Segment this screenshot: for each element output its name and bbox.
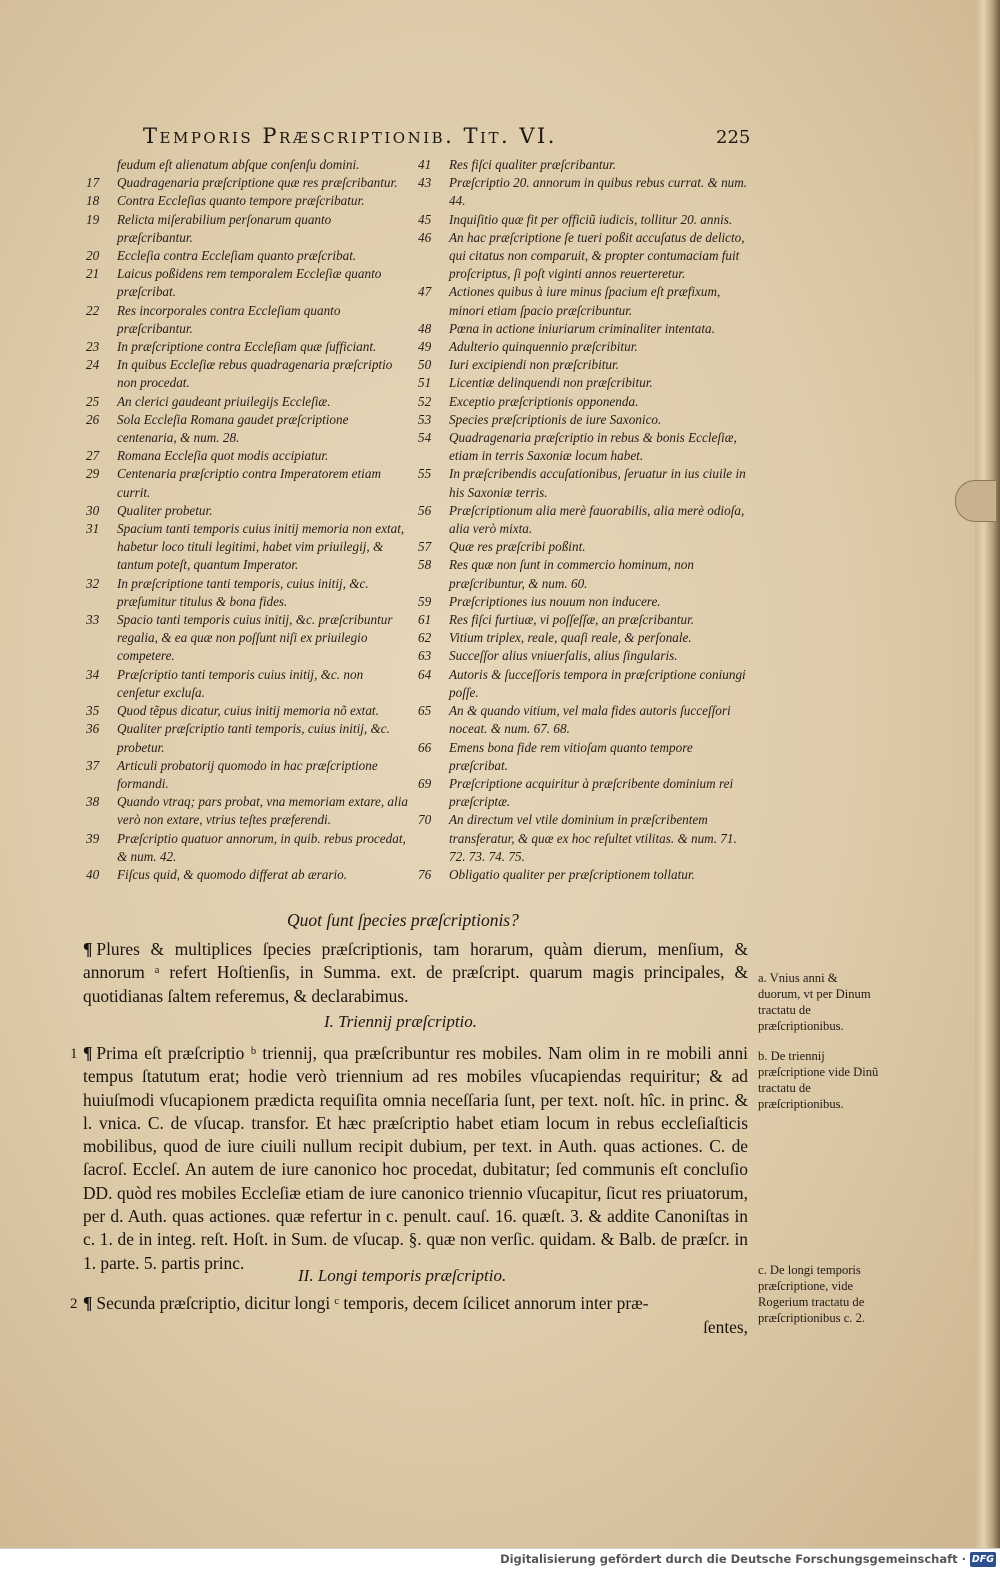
summary-item-text: Centenaria præſcriptio contra Imperatorem etiam currit. bbox=[117, 466, 381, 500]
summary-item bbox=[418, 393, 754, 411]
summary-item-number: 40 bbox=[86, 866, 100, 882]
summary-item-number: 43 bbox=[418, 175, 432, 191]
summary-item bbox=[418, 611, 754, 629]
summary-item-text: Res quæ non ſunt in commercio hominum, non præſcribuntur, & num. 60. bbox=[449, 557, 694, 591]
summary-item-number: 17 bbox=[86, 175, 100, 191]
summary-item-number: 38 bbox=[86, 794, 100, 810]
paragraph-longi-temporis-text: Secunda præſcriptio, dicitur longi ᶜ temporis, decem ſcilicet annorum inter præ- bbox=[96, 1293, 649, 1313]
summary-item-text: Præſcriptionum alia merè fauorabilis, alia merè odioſa, alia verò mixta. bbox=[449, 502, 745, 537]
summary-item-number: 41 bbox=[418, 157, 432, 172]
summary-item bbox=[86, 502, 408, 520]
summary-item bbox=[86, 302, 408, 338]
summary-item-text: In præſcriptione tanti temporis, cuius initij, &c. præſumitur titulus & bona fides. bbox=[117, 575, 369, 609]
summary-item-text: Romana Eccleſia quot modis accipiatur. bbox=[117, 448, 329, 464]
summary-item-text: Iuri excipiendi non præſcribitur. bbox=[449, 357, 619, 373]
book-fore-edge bbox=[975, 0, 1000, 1548]
summary-item-text: Vitium triplex, reale, quaſi reale, & perſonale. bbox=[449, 630, 692, 646]
summary-item-text: Succeſſor alius vniuerſalis, alius ſingularis. bbox=[449, 648, 678, 664]
summary-item-number: 22 bbox=[86, 302, 100, 318]
summary-item-number: 46 bbox=[418, 229, 432, 245]
pilcrow-mark: ¶ bbox=[83, 1043, 93, 1063]
paragraph-longi-temporis bbox=[83, 1292, 748, 1315]
summary-item bbox=[86, 338, 408, 356]
summary-item-number: 50 bbox=[418, 357, 432, 373]
summary-item-number: 53 bbox=[418, 411, 432, 427]
summary-item bbox=[86, 211, 408, 247]
summary-item-number: 76 bbox=[418, 866, 432, 882]
summary-item bbox=[418, 411, 754, 429]
summary-item-number: 29 bbox=[86, 466, 100, 482]
summary-item-text: Res incorporales contra Eccleſiam quanto præſcribantur. bbox=[117, 302, 341, 336]
summary-item-number: 48 bbox=[418, 320, 432, 336]
summary-item bbox=[418, 320, 754, 338]
book-clasp bbox=[955, 480, 997, 522]
paragraph-triennium bbox=[83, 1042, 748, 1275]
summary-item bbox=[418, 666, 754, 702]
running-header-title: Temporis Præscriptionib. Tit. VI. bbox=[143, 124, 557, 148]
summary-item-number: 20 bbox=[86, 248, 100, 264]
summary-item bbox=[418, 229, 754, 284]
summary-item bbox=[418, 775, 754, 811]
marginal-note-b: b. De triennij præſcriptione vide Dinũ tractatu de præſcriptionibus. bbox=[758, 1049, 879, 1111]
summary-item bbox=[86, 702, 408, 720]
summary-item-number: 61 bbox=[418, 612, 432, 628]
summary-item-text: Quod tẽpus dicatur, cuius initij memoria nõ extat. bbox=[117, 703, 379, 719]
summary-item bbox=[86, 265, 408, 301]
summary-item bbox=[86, 611, 408, 666]
summary-item-number: 55 bbox=[418, 466, 432, 482]
summary-item bbox=[418, 556, 754, 592]
summary-item-text: Contra Eccleſias quanto tempore præſcribatur. bbox=[117, 193, 365, 209]
summary-item-number: 57 bbox=[418, 539, 432, 555]
summary-item bbox=[86, 793, 408, 829]
summary-item bbox=[86, 356, 408, 392]
summary-item-text: An clerici gaudeant priuilegijs Eccleſiæ. bbox=[117, 393, 331, 409]
summary-item bbox=[86, 575, 408, 611]
summary-item-text: Articuli probatorij quomodo in hac præſcriptione formandi. bbox=[117, 757, 378, 791]
summary-item bbox=[418, 538, 754, 556]
summary-item-text: Adulterio quinquennio præſcribitur. bbox=[449, 339, 638, 355]
summary-item-number: 21 bbox=[86, 266, 100, 282]
dfg-logo-icon: DFG bbox=[971, 1554, 995, 1565]
pilcrow-mark: ¶ bbox=[83, 1293, 93, 1313]
summary-item-text: Quadragenaria præſcriptione quæ res præſcribantur. bbox=[117, 175, 398, 191]
summary-item-text: Præſcriptione acquiritur à præſcribente dominium rei præſcriptæ. bbox=[449, 775, 734, 810]
paragraph-intro-text: Plures & multiplices ſpecies præſcriptionis, tam horarum, quàm dierum, menſium, & annorum ᵃ refert Hoſtienſis, in Summa. ext. de præſcript. quarum magis principales, & quotidianas ſaltem referemus, & declarabimus. bbox=[83, 939, 748, 1006]
marginal-note-a: a. Vnius anni & duorum, vt per Dinum tractatu de præſcriptionibus. bbox=[758, 971, 871, 1033]
summary-item-text: Pœna in actione iniuriarum criminaliter intentata. bbox=[449, 320, 715, 336]
summary-item bbox=[418, 647, 754, 665]
summary-item-number: 24 bbox=[86, 357, 100, 373]
summary-item-number: 59 bbox=[418, 593, 432, 609]
summary-item-number: 27 bbox=[86, 448, 100, 464]
summary-item-number: 35 bbox=[86, 703, 100, 719]
catchword: ſentes, bbox=[703, 1317, 748, 1337]
summary-item-text: Inquiſitio quæ fit per officiũ iudicis, tollitur 20. annis. bbox=[449, 211, 733, 227]
summary-item-text: Spacio tanti temporis cuius initij, &c. præſcribuntur regalia, & ea quæ non poſſunt niſi ex priuilegio competere. bbox=[117, 612, 393, 664]
summary-item-number: 69 bbox=[418, 775, 432, 791]
summary-item bbox=[418, 429, 754, 465]
summary-item-number: 32 bbox=[86, 575, 100, 591]
summary-item bbox=[418, 211, 754, 229]
summary-item bbox=[418, 174, 754, 210]
section-heading-longi-temporis: II. Longi temporis præſcriptio. bbox=[298, 1266, 507, 1285]
summary-item-text: Exceptio præſcriptionis opponenda. bbox=[449, 393, 639, 409]
summary-item-number: 63 bbox=[418, 648, 432, 664]
summary-item bbox=[418, 593, 754, 611]
summary-item bbox=[418, 465, 754, 501]
summary-item bbox=[418, 374, 754, 392]
summary-item bbox=[86, 866, 408, 884]
summary-item-number: 54 bbox=[418, 430, 432, 446]
summary-item bbox=[418, 283, 754, 319]
summary-item-text: In præſcribendis accuſationibus, ſeruatur in ius ciuile in his Saxoniæ terris. bbox=[449, 466, 746, 500]
summary-item-number: 25 bbox=[86, 393, 100, 409]
footer-bar bbox=[0, 1548, 1000, 1571]
summary-item-text: Res fiſci furtiuæ, vi poſſeſſæ, an præſcribantur. bbox=[449, 612, 695, 628]
summary-item-number: 36 bbox=[86, 721, 100, 737]
summary-item-text: Obligatio qualiter per præſcriptionem tollatur. bbox=[449, 866, 695, 882]
summary-item bbox=[86, 411, 408, 447]
funding-credit: Digitalisierung gefördert durch die Deutsche Forschungsgemeinschaft · bbox=[500, 1552, 966, 1566]
page-number: 225 bbox=[716, 127, 751, 148]
summary-list-right bbox=[418, 156, 754, 884]
summary-item-text: Sola Eccleſia Romana gaudet præſcriptione centenaria, & num. 28. bbox=[117, 411, 349, 446]
summary-item-number: 70 bbox=[418, 812, 432, 828]
paragraph-triennium-text: Prima eſt præſcriptio ᵇ triennij, qua præſcribuntur res mobiles. Nam olim in re mobili anni tempus ſtatutum erat; hodie verò triennium ad res mobiles vſucapiendas requiritur; & ad huiuſmodi vſucapionem prædicta requiſita omnia neceſſaria ſunt, per text. noſt. hîc. in princ. & l. vnica. C. de vſucap. transfor. Et hæc præſcriptio habet etiam locum in rebus eccleſiaſticis mobilibus, quod de iure ciuili nullum recipit dubium, per text. in Auth. quas actiones. C. de ſacroſ. Eccleſ. An autem de iure canonico hoc procedat, dubitatur; ſed communis eſt concluſio DD. quòd res mobiles Eccleſiæ etiam de iure canonico triennio vſucapitur, ſicut res priuatorum, per d. Auth. quas actiones. quæ refertur in c. penult. cauſ. 16. quæſt. 3. & addite Canoniſtas in c. 1. de in integ. reſt. Hoſt. in Sum. de vſucap. §. quæ non verſic. quidam. & Balb. de præſcr. in 1. parte. 5. partis princ. bbox=[83, 1043, 748, 1273]
summary-item-number: 34 bbox=[86, 666, 100, 682]
summary-item bbox=[86, 666, 408, 702]
summary-item-number: 64 bbox=[418, 666, 432, 682]
summary-item bbox=[418, 156, 754, 174]
summary-item bbox=[418, 629, 754, 647]
summary-item-text: Eccleſia contra Eccleſiam quanto præſcribat. bbox=[117, 248, 357, 264]
summary-item-text: Præſcriptio 20. annorum in quibus rebus currat. & num. 44. bbox=[449, 175, 748, 209]
summary-item-text: Emens bona fide rem vitioſam quanto tempore præſcribat. bbox=[449, 739, 693, 773]
summary-item bbox=[86, 447, 408, 465]
summary-item-text: Quando vtraq; pars probat, vna memoriam extare, alia verò non extare, vtrius teſtes præferendi. bbox=[117, 794, 408, 828]
summary-item-text: Species præſcriptionis de iure Saxonico. bbox=[449, 411, 662, 427]
summary-item-text: Laicus poßidens rem temporalem Eccleſiæ quanto præſcribat. bbox=[117, 266, 382, 300]
summary-item bbox=[86, 156, 408, 174]
summary-item-number: 39 bbox=[86, 830, 100, 846]
summary-item-number: 18 bbox=[86, 193, 100, 209]
summary-item bbox=[86, 192, 408, 210]
summary-item-text: Fiſcus quid, & quomodo differat ab ærario. bbox=[117, 866, 348, 882]
margin-number-1: 1 bbox=[70, 1046, 78, 1062]
summary-item-number: 51 bbox=[418, 375, 432, 391]
summary-item-number: 45 bbox=[418, 211, 432, 227]
summary-item bbox=[418, 811, 754, 866]
pilcrow-mark: ¶ bbox=[83, 939, 93, 959]
summary-item-text: Actiones quibus à iure minus ſpacium eſt præfixum, minori etiam ſpacio præſcribuntur. bbox=[449, 284, 721, 318]
summary-item-text: In quibus Eccleſiæ rebus quadragenaria præſcriptio non procedat. bbox=[117, 357, 393, 391]
summary-item-text: Quæ res præſcribi poßint. bbox=[449, 539, 586, 555]
summary-item bbox=[86, 720, 408, 756]
summary-item-text: Licentiæ delinquendi non præſcribitur. bbox=[449, 375, 653, 391]
summary-item-number: 31 bbox=[86, 521, 100, 537]
summary-item-text: Autoris & ſucceſſoris tempora in præſcriptione coniungi poſſe. bbox=[449, 666, 746, 700]
summary-item bbox=[86, 830, 408, 866]
summary-item bbox=[418, 866, 754, 884]
summary-item-text: In præſcriptione contra Eccleſiam quæ ſufficiant. bbox=[117, 339, 377, 355]
summary-item-text: Relicta miſerabilium perſonarum quanto præſcribantur. bbox=[117, 211, 332, 245]
summary-item-number: 23 bbox=[86, 339, 100, 355]
summary-item bbox=[86, 247, 408, 265]
paragraph-intro bbox=[83, 938, 748, 1008]
summary-item-number: 30 bbox=[86, 502, 100, 518]
summary-item bbox=[418, 702, 754, 738]
summary-item bbox=[86, 520, 408, 575]
summary-item-number: 58 bbox=[418, 557, 432, 573]
question-heading: Quot ſunt ſpecies præſcriptionis? bbox=[287, 910, 519, 930]
summary-item bbox=[418, 739, 754, 775]
summary-item bbox=[418, 502, 754, 538]
summary-item-text: Qualiter probetur. bbox=[117, 502, 213, 518]
summary-item-number: 19 bbox=[86, 211, 100, 227]
summary-item-text: feudum eſt alienatum abſque conſenſu domini. bbox=[117, 157, 360, 172]
summary-item bbox=[86, 757, 408, 793]
summary-item-text: Spacium tanti temporis cuius initij memoria non extat, habetur loco tituli legitimi, habet vim priuilegij, & tantum poteſt, quantum Imperator. bbox=[117, 521, 405, 573]
summary-item bbox=[418, 338, 754, 356]
summary-item-number: 65 bbox=[418, 703, 432, 719]
summary-item-number: 62 bbox=[418, 630, 432, 646]
summary-item-text: Quadragenaria præſcriptio in rebus & bonis Eccleſiæ, etiam in terris Saxoniæ locum habet. bbox=[449, 430, 737, 464]
summary-item-number: 33 bbox=[86, 612, 100, 628]
summary-item-text: Præſcriptio quatuor annorum, in quib. rebus procedat, & num. 42. bbox=[117, 830, 406, 864]
summary-item-number: 56 bbox=[418, 502, 432, 518]
summary-item-text: An & quando vitium, vel mala fides autoris ſucceſſori noceat. & num. 67. 68. bbox=[449, 703, 731, 737]
summary-item-number: 66 bbox=[418, 739, 432, 755]
summary-item-number: 47 bbox=[418, 284, 432, 300]
margin-number-2: 2 bbox=[70, 1296, 78, 1312]
summary-item bbox=[86, 174, 408, 192]
summary-item-number: 26 bbox=[86, 411, 100, 427]
summary-item-text: Qualiter præſcriptio tanti temporis, cuius initij, &c. probetur. bbox=[117, 721, 390, 755]
summary-item-number: 52 bbox=[418, 393, 432, 409]
section-heading-triennium: I. Triennij præſcriptio. bbox=[324, 1012, 478, 1031]
summary-item-text: An directum vel vtile dominium in præſcribentem transferatur, & quæ ex hoc reſultet vtilitas. & num. 71. 72. 73. 74. 75. bbox=[449, 812, 737, 864]
summary-item bbox=[86, 393, 408, 411]
marginal-note-c: c. De longi temporis præſcriptione, vide Rogerium tractatu de præſcriptionibus c. 2. bbox=[758, 1263, 866, 1325]
summary-item bbox=[418, 356, 754, 374]
summary-item-text: Præſcriptio tanti temporis cuius initij, &c. non cenſetur excluſa. bbox=[117, 666, 364, 700]
summary-item-text: Res fiſci qualiter præſcribantur. bbox=[449, 157, 617, 172]
summary-list-left bbox=[86, 156, 408, 884]
summary-item-number: 49 bbox=[418, 339, 432, 355]
summary-item-number: 37 bbox=[86, 757, 100, 773]
summary-item-text: An hac præſcriptione ſe tueri poßit accuſatus de delicto, qui citatus non comparuit, & propter contumaciam fuit proſcriptus, ſi poſt viginti annos reuerteretur. bbox=[449, 229, 745, 282]
summary-item bbox=[86, 465, 408, 501]
summary-item-text: Præſcriptiones ius nouum non inducere. bbox=[449, 593, 661, 609]
